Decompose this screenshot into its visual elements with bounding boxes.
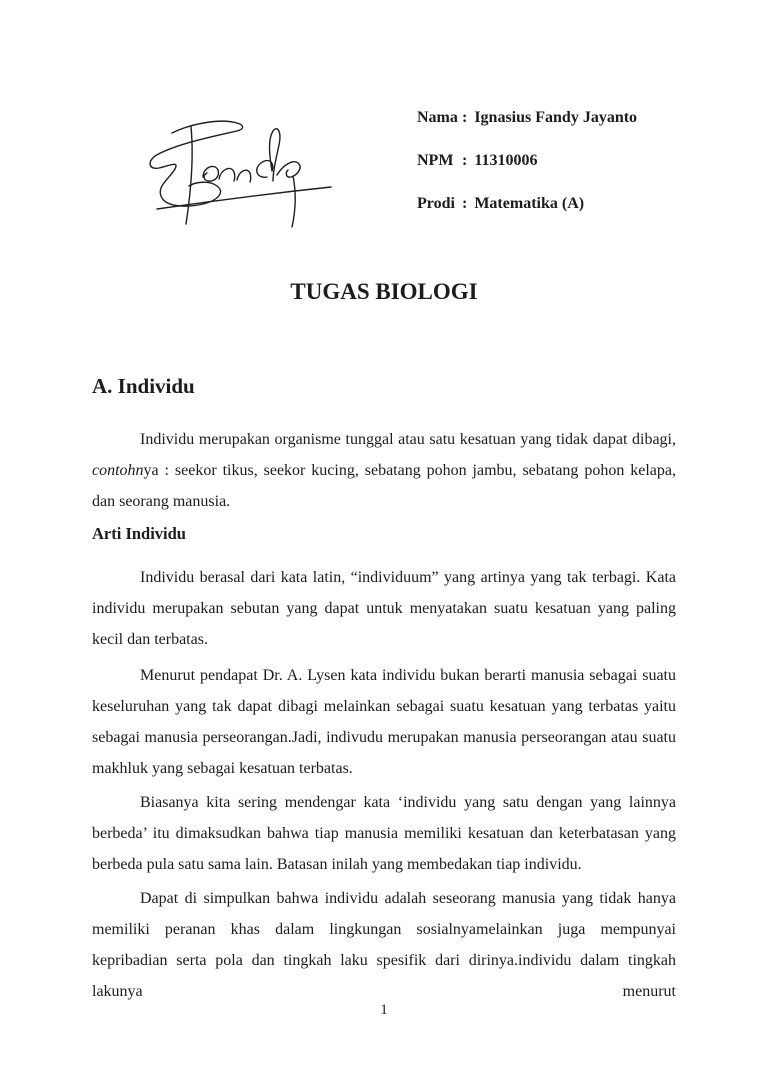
id-separator: : <box>462 152 468 169</box>
id-value-npm: 11310006 <box>474 152 538 169</box>
id-value-nama: Ignasius Fandy Jayanto <box>474 109 638 126</box>
paragraph-1-text-start: Individu merupakan organisme tunggal atau satu kesatuan yang tidak dapat dibagi, <box>140 431 676 448</box>
document-title: TUGAS BIOLOGI <box>290 279 478 304</box>
paragraph-1-text-end: ya : seekor tikus, seekor kucing, sebatang pohon jambu, sebatang pohon kelapa, dan seorang manusia. <box>92 462 676 510</box>
paragraph-5: Dapat di simpulkan bahwa individu adalah seseorang manusia yang tidak hanya memiliki peranan khas dalam lingkungan sosialnyamelainkan juga mempunyai kepribadian serta pola dan tingkah laku spesifik dari dirinya.individu dalam tingkah lakunya menurut <box>92 890 676 1000</box>
id-label-npm: NPM <box>417 152 454 169</box>
id-separator: : <box>462 195 468 212</box>
subsection-heading-arti-individu: Arti Individu <box>92 524 186 543</box>
id-separator: : <box>462 109 468 126</box>
id-value-prodi: Matematika (A) <box>474 195 585 212</box>
document-body <box>92 0 676 1007</box>
paragraph-4: Biasanya kita sering mendengar kata ‘individu yang satu dengan yang lainnya berbeda’ itu dimaksudkan bahwa tiap manusia memiliki kesatuan dan keterbatasan yang berbeda pula satu sama lain. Batasan inilah yang membedakan tiap individu. <box>92 794 676 873</box>
paragraph-1 <box>92 424 676 517</box>
id-label-nama: Nama <box>417 109 458 126</box>
page-number: 1 <box>380 1002 388 1018</box>
paragraph-2: Individu berasal dari kata latin, “individuum” yang artinya yang tak terbagi. Kata individu merupakan sebutan yang dapat untuk menyatakan suatu kesatuan yang paling kecil dan terbatas. <box>92 569 676 648</box>
section-heading-individu: A. Individu <box>92 374 195 398</box>
id-label-prodi: Prodi <box>417 195 455 212</box>
paragraph-1-italic-word: contohn <box>92 462 144 479</box>
paragraph-3: Menurut pendapat Dr. A. Lysen kata individu bukan berarti manusia sebagai suatu keseluruhan yang tak dapat dibagi melainkan sebagai suatu kesatuan yang terbatas yaitu sebagai manusia perseorangan.Jadi, indivudu merupakan manusia perseorangan atau suatu makhluk yang sebagai kesatuan terbatas. <box>92 667 676 777</box>
